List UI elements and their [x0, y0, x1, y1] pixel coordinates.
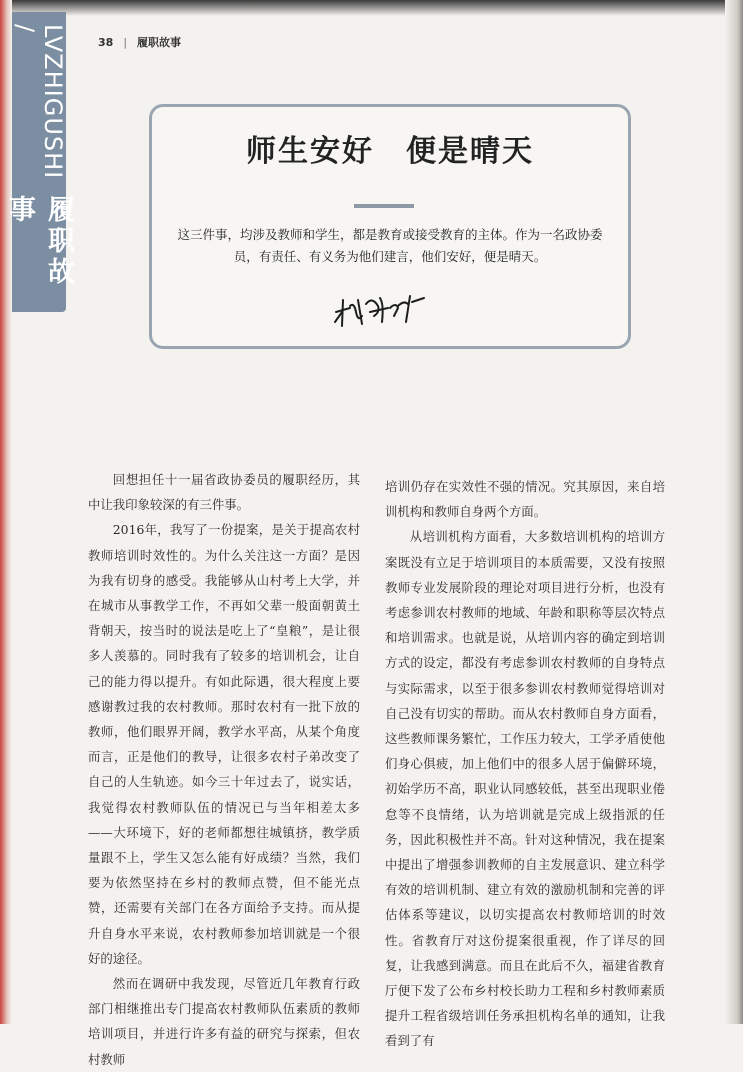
- header-section: 履职故事: [137, 36, 182, 49]
- page-number: 38: [98, 36, 114, 49]
- body-paragraph: 培训仍存在实效性不强的情况。究其原因，来自培训机构和教师自身两个方面。: [385, 479, 665, 520]
- article-title: 师生安好 便是晴天: [246, 134, 534, 169]
- body-paragraph: 回想担任十一届省政协委员的履职经历，其中让我印象较深的有三件事。: [88, 472, 360, 513]
- body-paragraph: 2016年，我写了一份提案，是关于提高农村教师培训时效性的。为什么关注这一方面？是因为我有切身的感受。我能够从山村考上大学，并在城市从事教学工作，不再如父辈一般面朝黄土背朝天，按当时的说法是吃上了“皇粮”，是让很多人羡慕的。同时我有了较多的培训机会，让自己的能力得以提升。有如此际遇，很大程度上要感谢教过我的农村教师。那时农村有一批下放的教师，他们眼界开阔，教学水平高，从某个角度而言，正是他们的教导，让很多农村子弟改变了自己的人生轨迹。如今三十年过去了，说实话，我觉得农村教师队伍的情况已与当年相差太多——大环境下，好的老师都想往城镇挤，教学质量跟不上，学生又怎么能有好成绩？当然，我们要为依然坚持在乡村的教师点赞，但不能光点赞，还需要有关部门在各方面给予支持。而从提升自身水平来说，农村教师参加培训就是一个很好的途径。: [88, 522, 360, 966]
- body-paragraph: 然而在调研中我发现，尽管近几年教育行政部门相继推出专门提高农村教师队伍素质的教师培训项目，并进行许多有益的研究与探索，但农村教师: [88, 976, 360, 1067]
- running-header: [98, 34, 181, 50]
- article-intro: 这三件事，均涉及教师和学生，都是教育或接受教育的主体。作为一名政协委员，有责任、有义务为他们建言，他们安好，便是晴天。: [177, 227, 603, 264]
- side-tab-chinese: 履职故事: [4, 195, 74, 289]
- header-separator: |: [123, 36, 128, 49]
- side-tab-latin: LVZHIGUSHI /: [11, 24, 67, 180]
- page-top-shadow: [0, 0, 743, 16]
- body-column-right: [385, 474, 665, 1054]
- signature-image: [332, 282, 432, 336]
- page-right-shadow: [725, 0, 743, 1024]
- body-paragraph: 从培训机构方面看，大多数培训机构的培训方案既没有立足于培训项目的本质需要，又没有按照教师专业发展阶段的理论对项目进行分析，也没有考虑参训农村教师的地域、年龄和职称等层次特点和培训需求。也就是说，从培训内容的确定到培训方式的设定，都没有考虑参训农村教师的自身特点与实际需求，以至于很多参训农村教师觉得培训对自己没有切实的帮助。而从农村教师自身方面看，这些教师课务繁忙，工作压力较大，工学矛盾使他们身心俱疲，加上他们中的很多人居于偏僻环境，初始学历不高，职业认同感较低，甚至出现职业倦怠等不良情绪，认为培训就是完成上级指派的任务，因此积极性并不高。针对这种情况，我在提案中提出了增强参训教师的自主发展意识、建立科学有效的培训机制、建立有效的激励机制和完善的评估体系等建议，以切实提高农村教师培训的时效性。省教育厅对这份提案很重视，作了详尽的回复，让我感到满意。而且在此后不久，福建省教育厅便下发了公布乡村校长助力工程和乡村教师素质提升工程省级培训任务承担机构名单的通知，让我看到了有: [385, 529, 665, 1049]
- title-divider: [354, 204, 414, 208]
- section-side-tab-text: [4, 12, 74, 312]
- body-column-left: [88, 467, 360, 1072]
